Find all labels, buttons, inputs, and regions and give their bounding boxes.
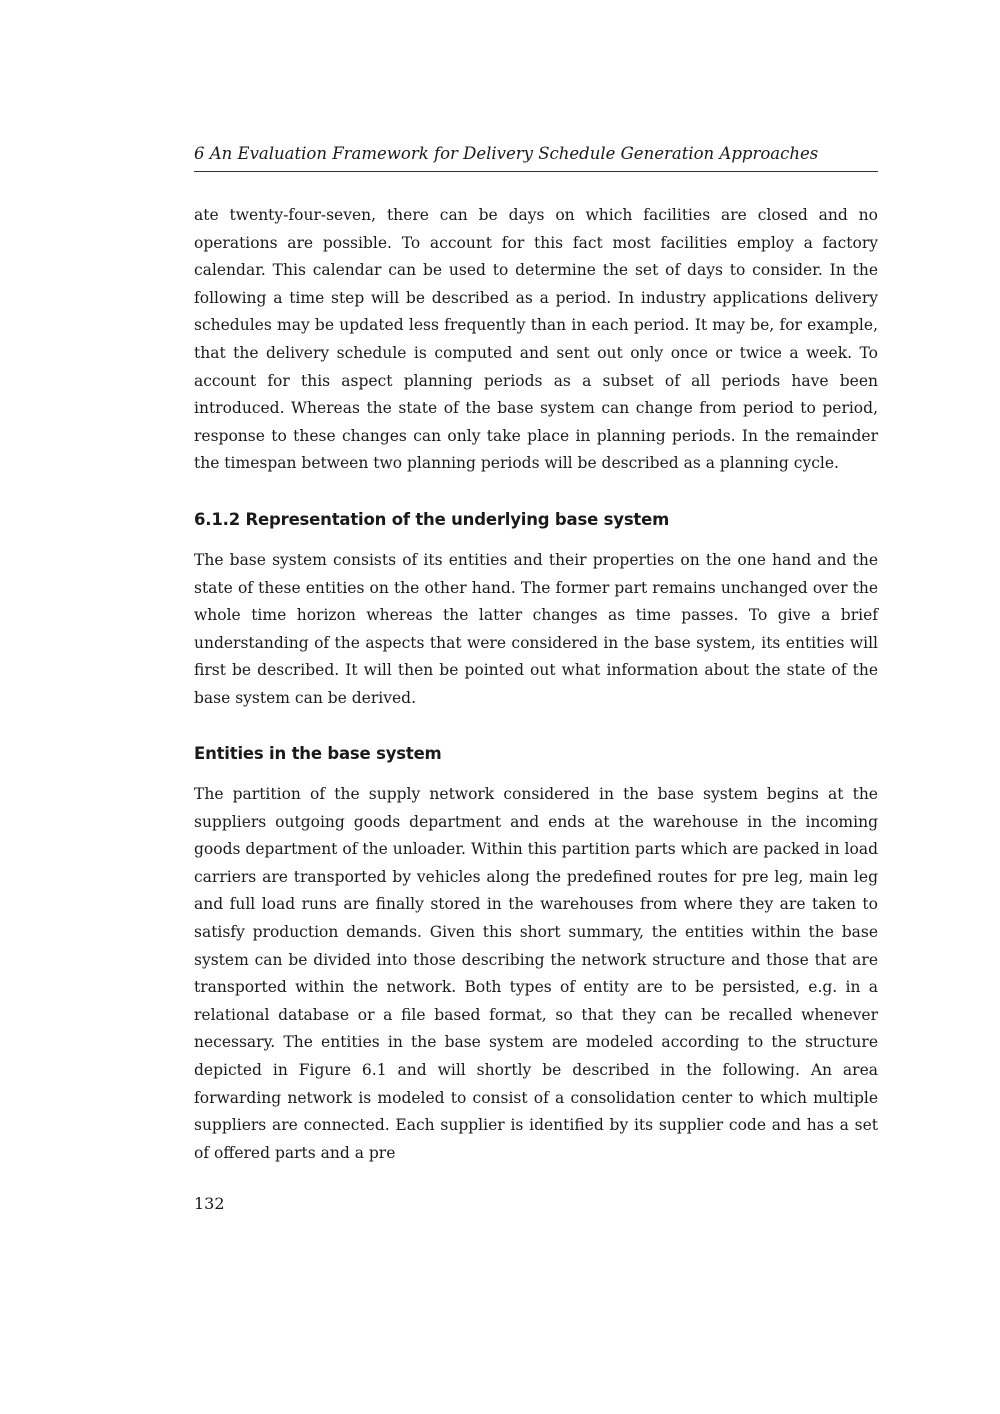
paragraph-entities: [194, 781, 878, 1167]
page-number: 132: [194, 1194, 225, 1213]
section-heading: 6.1.2 Representation of the underlying base system: [194, 510, 670, 529]
paragraph-text: ate twenty-four-seven, there can be days on which facilities are closed and no operations are possible. To account for this fact most facilities employ a factory calendar. This calendar can be used to determine the set of days to consider. In the following a time step will be described as a period. In industry applications delivery schedules may be updated less frequently than in each period. It may be, for example, that the delivery schedule is computed and sent out only once or twice a week. To account for this aspect planning periods as a subset of all periods have been introduced. Whereas the state of the base system can change from period to period, response to these changes can only take place in planning periods. In the remainder the timespan between two planning periods will be described as a planning cycle.: [194, 206, 878, 473]
paragraph-representation: [194, 547, 878, 713]
subsection-heading: Entities in the base system: [194, 744, 442, 763]
running-header: 6 An Evaluation Framework for Delivery Schedule Generation Approaches: [194, 143, 878, 172]
paragraph-intro: [194, 202, 878, 478]
paragraph-text: The partition of the supply network considered in the base system begins at the suppliers outgoing goods department and ends at the warehouse in the incoming goods department of the unloader. Within this partition parts which are packed in load carriers are transported by vehicles along the predefined routes for pre leg, main leg and full load runs are finally stored in the warehouses from where they are taken to satisfy production demands. Given this short summary, the entities within the base system can be divided into those describing the network structure and those that are transported within the network. Both types of entity are to be persisted, e.g. in a relational database or a file based format, so that they can be recalled whenever necessary. The entities in the base system are modeled according to the structure depicted in Figure 6.1 and will shortly be described in the following. An area forwarding network is modeled to consist of a consolidation center to which multiple suppliers are connected. Each supplier is identified by its supplier code and has a set of offered parts and a pre: [194, 785, 878, 1162]
paragraph-text: The base system consists of its entities and their properties on the one hand and the state of these entities on the other hand. The former part remains unchanged over the whole time horizon whereas the latter changes as time passes. To give a brief understanding of the aspects that were considered in the base system, its entities will first be described. It will then be pointed out what information about the state of the base system can be derived.: [194, 551, 878, 707]
